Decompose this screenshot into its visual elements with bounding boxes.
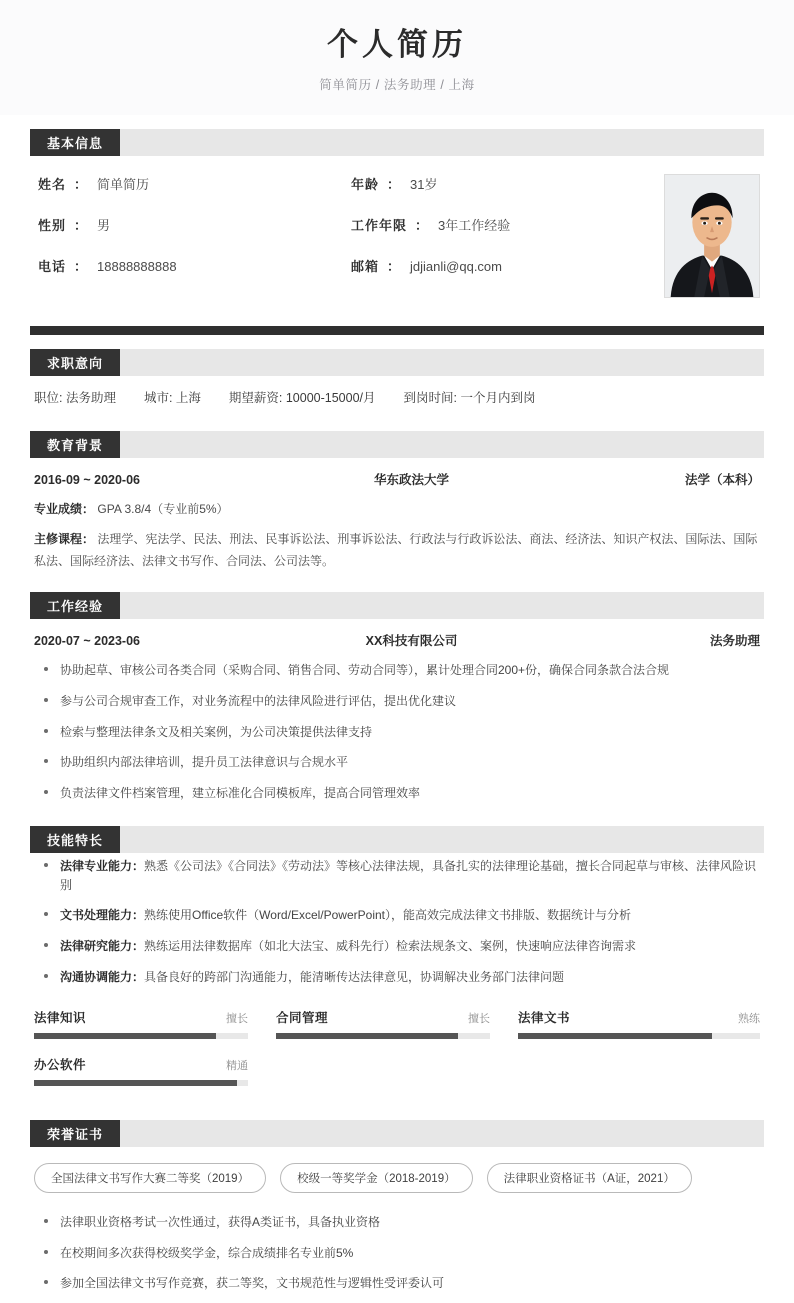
skill-bar-track bbox=[518, 1033, 760, 1039]
skill-title: 法律专业能力 bbox=[60, 859, 133, 874]
section-bar-fill bbox=[120, 1120, 764, 1147]
education-courses-label: 主修课程 bbox=[34, 531, 83, 546]
skill-desc: 熟练使用Office软件（Word/Excel/PowerPoint），能高效完成法律文书排版、数据统计与分析 bbox=[144, 908, 631, 923]
field-colon: ： bbox=[74, 258, 88, 274]
field-email bbox=[351, 256, 664, 275]
skill-bar-item bbox=[518, 1008, 760, 1039]
honor-tag: 全国法律文书写作大赛二等奖（2019） bbox=[34, 1163, 266, 1193]
list-item: 协助起草、审核公司各类合同（采购合同、销售合同、劳动合同等），累计处理合同200+份，确保合同条款合法合规 bbox=[34, 661, 760, 680]
honors-bullet-list bbox=[30, 1209, 764, 1303]
field-value: 18888888888 bbox=[97, 258, 177, 274]
skill-desc: 具备良好的跨部门沟通能力，能清晰传达法律意见，协调解决业务部门法律问题 bbox=[144, 969, 565, 984]
field-value: 男 bbox=[97, 217, 111, 233]
education-date: 2016-09 ~ 2020-06 bbox=[34, 472, 140, 487]
section-header-objective bbox=[30, 349, 764, 376]
education-gpa-value: GPA 3.8/4（专业前5%） bbox=[97, 501, 229, 516]
objective-row bbox=[30, 376, 764, 417]
skill-bar-name: 办公软件 bbox=[34, 1058, 87, 1073]
section-title-education: 教育背景 bbox=[30, 431, 120, 458]
section-header-basic-info bbox=[30, 129, 764, 156]
label-colon: ： bbox=[132, 939, 145, 954]
section-title-honors: 荣誉证书 bbox=[30, 1120, 120, 1147]
work-bullet-list bbox=[30, 657, 764, 812]
skill-desc: 熟练运用法律数据库（如北大法宝、威科先行）检索法规条文、案例，快速响应法律咨询需求 bbox=[144, 939, 637, 954]
skill-bar-header bbox=[34, 1055, 248, 1073]
objective-salary: 期望薪资: 10000-15000/月 bbox=[228, 390, 376, 405]
skill-bar-header bbox=[518, 1008, 760, 1026]
skill-bar-item bbox=[34, 1008, 276, 1039]
work-entry-head bbox=[30, 619, 764, 657]
section-divider bbox=[30, 326, 764, 335]
education-courses-line bbox=[30, 526, 764, 578]
section-bar-fill bbox=[120, 826, 764, 853]
section-bar-fill bbox=[120, 592, 764, 619]
skills-bullet-list bbox=[30, 853, 764, 996]
label-colon: ： bbox=[82, 501, 95, 516]
label-colon: ： bbox=[132, 969, 145, 984]
list-item: 法律职业资格考试一次性通过，获得A类证书，具备执业资格 bbox=[34, 1213, 760, 1232]
section-title-skills: 技能特长 bbox=[30, 826, 120, 853]
work-position: 法务助理 bbox=[709, 634, 760, 649]
skill-bar-item bbox=[276, 1008, 518, 1039]
photo-container bbox=[664, 174, 760, 298]
resume-content bbox=[0, 129, 794, 1303]
honor-tag-row bbox=[30, 1147, 764, 1209]
skill-bar-level: 精通 bbox=[225, 1060, 248, 1073]
label-colon: ： bbox=[132, 859, 145, 874]
field-value: 简单简历 bbox=[97, 176, 150, 192]
field-colon: ： bbox=[74, 176, 88, 192]
field-age bbox=[351, 174, 664, 193]
skill-bar-level: 擅长 bbox=[225, 1013, 248, 1026]
skill-desc: 熟悉《公司法》《合同法》《劳动法》等核心法律法规，具备扎实的法律理论基础，擅长合同起草与审核、法律风险识别 bbox=[60, 859, 757, 892]
skill-bar-item bbox=[34, 1055, 276, 1086]
section-title-work: 工作经验 bbox=[30, 592, 120, 619]
field-label: 姓名 bbox=[38, 176, 67, 192]
section-title-objective: 求职意向 bbox=[30, 349, 120, 376]
skill-bar-fill bbox=[276, 1033, 458, 1039]
skill-bar-level: 熟练 bbox=[737, 1013, 760, 1026]
field-experience-years bbox=[351, 215, 664, 234]
list-item bbox=[34, 857, 760, 894]
label-colon: ： bbox=[132, 908, 145, 923]
section-header-work bbox=[30, 592, 764, 619]
list-item bbox=[34, 968, 760, 987]
skill-bar-header bbox=[34, 1008, 248, 1026]
education-major: 法学（本科） bbox=[684, 472, 760, 487]
education-entry-head bbox=[30, 458, 764, 496]
field-phone bbox=[38, 256, 351, 275]
objective-city: 城市: 上海 bbox=[143, 390, 201, 405]
skill-bar-fill bbox=[34, 1080, 237, 1086]
skill-bar-grid bbox=[30, 996, 764, 1106]
skill-bar-track bbox=[34, 1080, 248, 1086]
field-label: 邮箱 bbox=[351, 258, 380, 274]
section-bar-fill bbox=[120, 431, 764, 458]
label-colon: ： bbox=[82, 531, 95, 546]
honor-tag: 校级一等奖学金（2018-2019） bbox=[280, 1163, 473, 1193]
list-item bbox=[34, 906, 760, 925]
education-gpa-label: 专业成绩 bbox=[34, 501, 83, 516]
skill-bar-name: 法律知识 bbox=[34, 1011, 87, 1026]
section-bar-fill bbox=[120, 349, 764, 376]
section-title-basic-info: 基本信息 bbox=[30, 129, 120, 156]
field-label: 年龄 bbox=[351, 176, 380, 192]
portrait-illustration-icon bbox=[665, 175, 759, 297]
skill-bar-track bbox=[34, 1033, 248, 1039]
page-title: 个人简历 bbox=[327, 27, 467, 62]
objective-position: 职位: 法务助理 bbox=[34, 390, 116, 405]
section-header-honors bbox=[30, 1120, 764, 1147]
field-label: 电话 bbox=[38, 258, 67, 274]
work-date: 2020-07 ~ 2023-06 bbox=[34, 634, 140, 649]
section-header-skills bbox=[30, 826, 764, 853]
education-school: 华东政法大学 bbox=[374, 472, 450, 487]
skill-bar-level: 擅长 bbox=[467, 1013, 490, 1026]
field-label: 性别 bbox=[38, 217, 67, 233]
field-value: 3年工作经验 bbox=[438, 217, 511, 233]
list-item: 检索与整理法律条文及相关案例，为公司决策提供法律支持 bbox=[34, 723, 760, 742]
basic-info-fields bbox=[30, 174, 664, 298]
field-colon: ： bbox=[387, 258, 401, 274]
list-item: 参加全国法律文书写作竞赛，获二等奖，文书规范性与逻辑性受评委认可 bbox=[34, 1274, 760, 1293]
work-company: XX科技有限公司 bbox=[365, 634, 458, 649]
education-gpa-line bbox=[30, 496, 764, 526]
skill-bar-name: 合同管理 bbox=[275, 1011, 328, 1026]
skill-title: 法律研究能力 bbox=[60, 939, 133, 954]
skill-title: 沟通协调能力 bbox=[60, 969, 133, 984]
field-colon: ： bbox=[74, 217, 88, 233]
header-subtitle: 简单简历 / 法务助理 / 上海 bbox=[319, 77, 475, 92]
skill-title: 文书处理能力 bbox=[60, 908, 133, 923]
skill-bar-header bbox=[276, 1008, 490, 1026]
list-item: 协助组织内部法律培训，提升员工法律意识与合规水平 bbox=[34, 753, 760, 772]
field-colon: ： bbox=[415, 217, 429, 233]
section-bar-fill bbox=[120, 129, 764, 156]
list-item: 在校期间多次获得校级奖学金，综合成绩排名专业前5% bbox=[34, 1244, 760, 1263]
skill-bar-fill bbox=[518, 1033, 712, 1039]
list-item: 参与公司合规审查工作，对业务流程中的法律风险进行评估，提出优化建议 bbox=[34, 692, 760, 711]
field-label: 工作年限 bbox=[351, 217, 408, 233]
section-header-education bbox=[30, 431, 764, 458]
field-name bbox=[38, 174, 351, 193]
basic-info-block bbox=[30, 156, 764, 312]
list-item bbox=[34, 937, 760, 956]
education-courses-value: 法理学、宪法学、民法、刑法、民事诉讼法、刑事诉讼法、行政法与行政诉讼法、商法、经济法、知识产权法、国际法、国际私法、国际经济法、法律文书写作、合同法、公司法等。 bbox=[34, 531, 758, 569]
honor-tag: 法律职业资格证书（A证，2021） bbox=[487, 1163, 692, 1193]
field-gender bbox=[38, 215, 351, 234]
field-value: jdjianli@qq.com bbox=[410, 258, 502, 274]
field-value: 31岁 bbox=[410, 176, 438, 192]
list-item: 负责法律文件档案管理，建立标准化合同模板库，提高合同管理效率 bbox=[34, 784, 760, 803]
field-colon: ： bbox=[387, 176, 401, 192]
resume-header bbox=[0, 0, 794, 115]
objective-start-date: 到岗时间: 一个月内到岗 bbox=[403, 390, 536, 405]
skill-bar-track bbox=[276, 1033, 490, 1039]
skill-bar-name: 法律文书 bbox=[517, 1011, 570, 1026]
avatar bbox=[664, 174, 760, 298]
skill-bar-fill bbox=[34, 1033, 216, 1039]
